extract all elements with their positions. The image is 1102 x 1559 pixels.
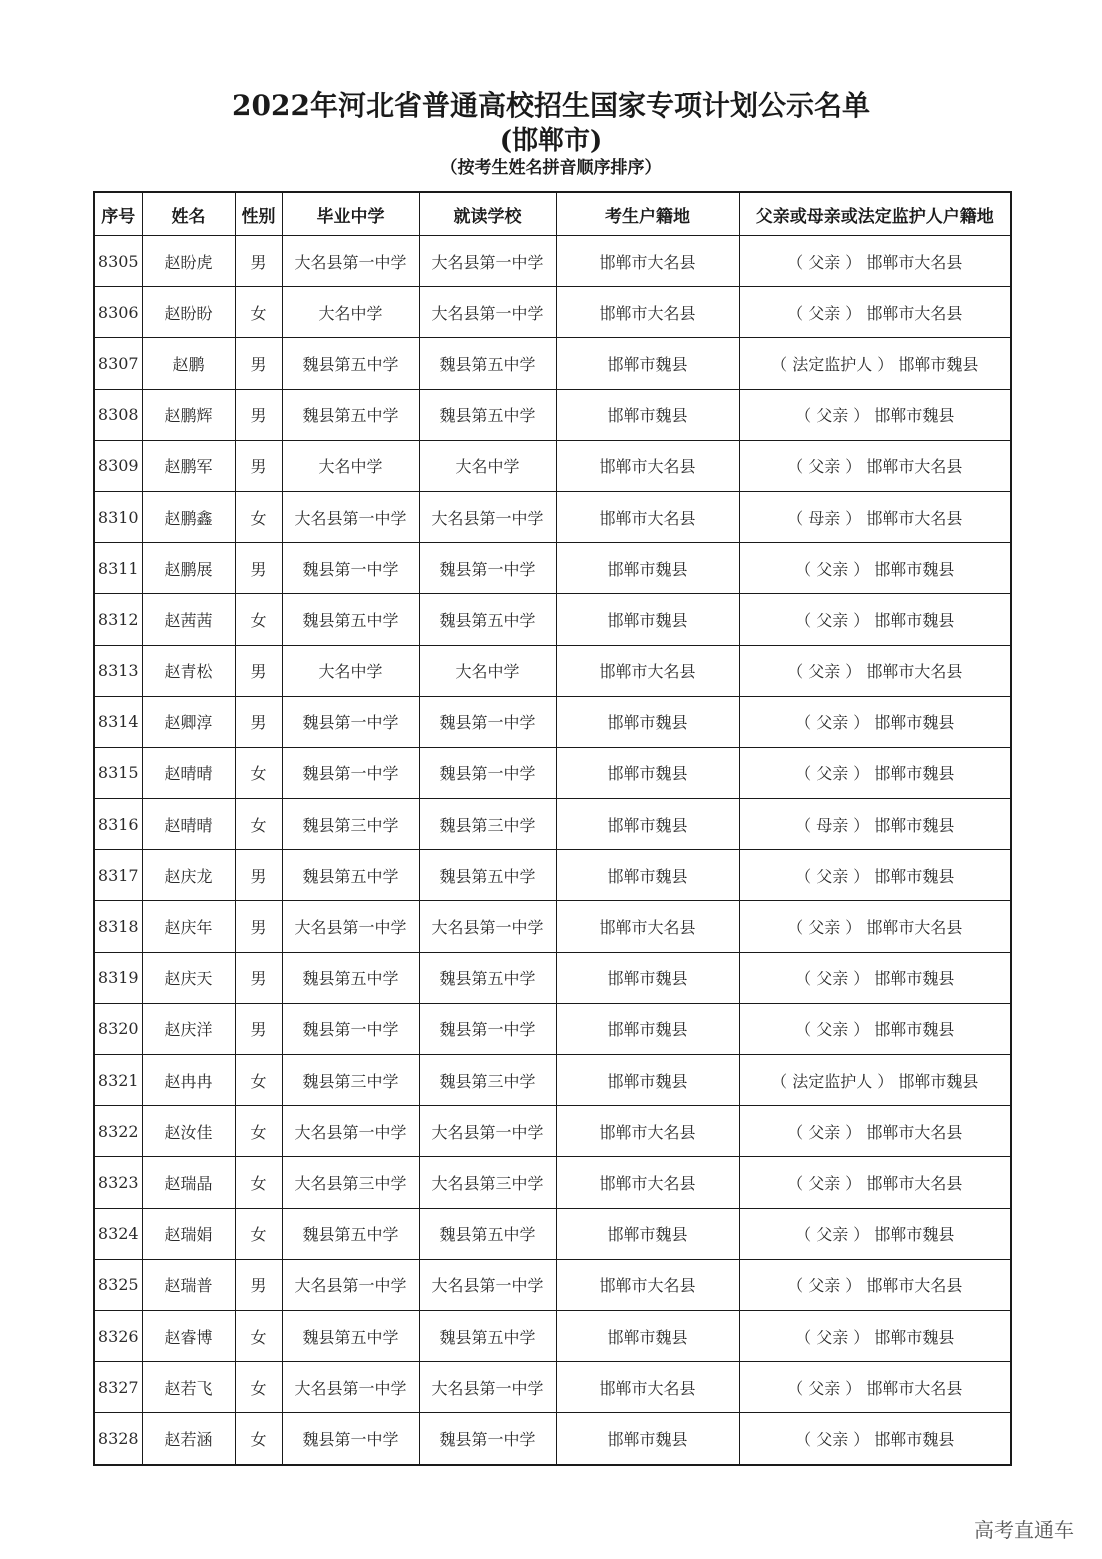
guardian-residence-cell: （ 父亲 ） 邯郸市大名县 [739,1106,1011,1157]
name-cell: 赵鹏展 [142,543,235,594]
graduated-school-cell: 大名县第一中学 [282,901,419,952]
current-school-cell: 大名县第一中学 [419,1362,556,1413]
current-school-cell: 魏县第一中学 [419,543,556,594]
guardian-residence-cell: （ 父亲 ） 邯郸市魏县 [739,1413,1011,1465]
current-school-cell: 魏县第五中学 [419,850,556,901]
guardian-residence-cell: （ 法定监护人 ） 邯郸市魏县 [739,338,1011,389]
current-school-cell: 魏县第一中学 [419,1003,556,1054]
guardian-residence-cell: （ 父亲 ） 邯郸市魏县 [739,389,1011,440]
student-residence-cell: 邯郸市大名县 [556,491,739,542]
table-row [94,491,1011,542]
student-residence-cell: 邯郸市魏县 [556,747,739,798]
gender-cell: 女 [235,1106,282,1157]
name-cell: 赵庆洋 [142,1003,235,1054]
document-title: 2022年河北省普通高校招生国家专项计划公示名单 [232,89,870,122]
graduated-school-cell: 大名县第一中学 [282,1362,419,1413]
name-cell: 赵晴晴 [142,799,235,850]
current-school-cell: 大名县第一中学 [419,901,556,952]
gender-cell: 女 [235,491,282,542]
current-school-cell: 大名中学 [419,645,556,696]
gender-cell: 女 [235,1055,282,1106]
gender-cell: 女 [235,1362,282,1413]
gender-cell: 女 [235,1413,282,1465]
table-header-row [94,192,1011,236]
table-row [94,338,1011,389]
graduated-school-cell: 魏县第五中学 [282,338,419,389]
serial-cell: 8315 [94,747,142,798]
table-row [94,747,1011,798]
guardian-residence-cell: （ 母亲 ） 邯郸市大名县 [739,491,1011,542]
column-header-current-school: 就读学校 [419,192,556,236]
graduated-school-cell: 魏县第一中学 [282,747,419,798]
name-cell: 赵盼虎 [142,236,235,287]
gender-cell: 女 [235,594,282,645]
name-cell: 赵青松 [142,645,235,696]
current-school-cell: 魏县第五中学 [419,952,556,1003]
gender-cell: 男 [235,1259,282,1310]
student-residence-cell: 邯郸市魏县 [556,850,739,901]
name-cell: 赵盼盼 [142,287,235,338]
serial-cell: 8328 [94,1413,142,1465]
table-row [94,1003,1011,1054]
student-residence-cell: 邯郸市魏县 [556,389,739,440]
guardian-residence-cell: （ 母亲 ） 邯郸市魏县 [739,799,1011,850]
name-cell: 赵晴晴 [142,747,235,798]
guardian-residence-cell: （ 父亲 ） 邯郸市魏县 [739,952,1011,1003]
student-residence-cell: 邯郸市大名县 [556,1259,739,1310]
gender-cell: 男 [235,952,282,1003]
graduated-school-cell: 魏县第五中学 [282,594,419,645]
document-subtitle: (邯郸市) [499,126,603,156]
table-row [94,1362,1011,1413]
current-school-cell: 大名县第一中学 [419,491,556,542]
table-row [94,1413,1011,1465]
gender-cell: 女 [235,1157,282,1208]
table-row [94,1208,1011,1259]
student-residence-cell: 邯郸市魏县 [556,543,739,594]
graduated-school-cell: 魏县第五中学 [282,389,419,440]
current-school-cell: 大名县第一中学 [419,1106,556,1157]
name-cell: 赵庆天 [142,952,235,1003]
table-row [94,952,1011,1003]
gender-cell: 男 [235,901,282,952]
guardian-residence-cell: （ 父亲 ） 邯郸市大名县 [739,236,1011,287]
graduated-school-cell: 大名中学 [282,440,419,491]
serial-cell: 8318 [94,901,142,952]
gender-cell: 女 [235,287,282,338]
guardian-residence-cell: （ 父亲 ） 邯郸市魏县 [739,850,1011,901]
student-residence-cell: 邯郸市大名县 [556,645,739,696]
graduated-school-cell: 魏县第一中学 [282,543,419,594]
name-cell: 赵庆年 [142,901,235,952]
student-residence-cell: 邯郸市大名县 [556,287,739,338]
name-cell: 赵冉冉 [142,1055,235,1106]
graduated-school-cell: 魏县第五中学 [282,952,419,1003]
gender-cell: 男 [235,696,282,747]
column-header-guardian-residence: 父亲或母亲或法定监护人户籍地 [739,192,1011,236]
serial-cell: 8316 [94,799,142,850]
name-cell: 赵若飞 [142,1362,235,1413]
current-school-cell: 魏县第五中学 [419,389,556,440]
student-residence-cell: 邯郸市魏县 [556,594,739,645]
column-header-name: 姓名 [142,192,235,236]
student-residence-cell: 邯郸市大名县 [556,1106,739,1157]
table-row [94,1157,1011,1208]
current-school-cell: 大名县第一中学 [419,287,556,338]
gender-cell: 男 [235,338,282,389]
gender-cell: 女 [235,1310,282,1361]
graduated-school-cell: 魏县第五中学 [282,850,419,901]
student-residence-cell: 邯郸市大名县 [556,1362,739,1413]
gender-cell: 男 [235,543,282,594]
serial-cell: 8308 [94,389,142,440]
table-row [94,440,1011,491]
guardian-residence-cell: （ 父亲 ） 邯郸市大名县 [739,645,1011,696]
guardian-residence-cell: （ 父亲 ） 邯郸市大名县 [739,1259,1011,1310]
serial-cell: 8321 [94,1055,142,1106]
column-header-serial: 序号 [94,192,142,236]
name-cell: 赵若涵 [142,1413,235,1465]
graduated-school-cell: 大名县第一中学 [282,236,419,287]
serial-cell: 8306 [94,287,142,338]
column-header-gender: 性别 [235,192,282,236]
table-row [94,799,1011,850]
graduated-school-cell: 大名中学 [282,645,419,696]
table-row [94,543,1011,594]
table-row [94,645,1011,696]
current-school-cell: 大名县第一中学 [419,1259,556,1310]
table-row [94,389,1011,440]
watermark-text: 高考直通车 [974,1518,1074,1542]
guardian-residence-cell: （ 父亲 ） 邯郸市魏县 [739,696,1011,747]
guardian-residence-cell: （ 父亲 ） 邯郸市大名县 [739,1362,1011,1413]
guardian-residence-cell: （ 父亲 ） 邯郸市魏县 [739,747,1011,798]
name-cell: 赵睿博 [142,1310,235,1361]
column-header-student-residence: 考生户籍地 [556,192,739,236]
student-residence-cell: 邯郸市魏县 [556,1055,739,1106]
graduated-school-cell: 魏县第五中学 [282,1208,419,1259]
serial-cell: 8305 [94,236,142,287]
name-cell: 赵鹏 [142,338,235,389]
serial-cell: 8311 [94,543,142,594]
student-residence-cell: 邯郸市大名县 [556,440,739,491]
gender-cell: 男 [235,389,282,440]
graduated-school-cell: 魏县第一中学 [282,696,419,747]
student-residence-cell: 邯郸市魏县 [556,1310,739,1361]
current-school-cell: 魏县第三中学 [419,799,556,850]
table-row [94,696,1011,747]
student-residence-cell: 邯郸市魏县 [556,1208,739,1259]
sort-note: （按考生姓名拼音顺序排序） [440,158,662,178]
graduated-school-cell: 大名县第一中学 [282,1259,419,1310]
table-row [94,594,1011,645]
table-row [94,901,1011,952]
table-row [94,1259,1011,1310]
graduated-school-cell: 大名县第一中学 [282,491,419,542]
roster-table [93,191,1012,1466]
serial-cell: 8323 [94,1157,142,1208]
guardian-residence-cell: （ 父亲 ） 邯郸市大名县 [739,287,1011,338]
name-cell: 赵茜茜 [142,594,235,645]
table-row [94,1055,1011,1106]
serial-cell: 8309 [94,440,142,491]
current-school-cell: 魏县第一中学 [419,1413,556,1465]
guardian-residence-cell: （ 父亲 ） 邯郸市魏县 [739,1310,1011,1361]
serial-cell: 8310 [94,491,142,542]
table-row [94,1310,1011,1361]
graduated-school-cell: 魏县第三中学 [282,799,419,850]
graduated-school-cell: 魏县第三中学 [282,1055,419,1106]
gender-cell: 男 [235,645,282,696]
name-cell: 赵鹏军 [142,440,235,491]
student-residence-cell: 邯郸市大名县 [556,1157,739,1208]
current-school-cell: 大名中学 [419,440,556,491]
serial-cell: 8307 [94,338,142,389]
guardian-residence-cell: （ 父亲 ） 邯郸市大名县 [739,901,1011,952]
gender-cell: 男 [235,440,282,491]
column-header-graduated-school: 毕业中学 [282,192,419,236]
gender-cell: 男 [235,236,282,287]
graduated-school-cell: 魏县第一中学 [282,1003,419,1054]
roster-body [94,236,1011,1465]
serial-cell: 8319 [94,952,142,1003]
name-cell: 赵瑞娟 [142,1208,235,1259]
current-school-cell: 魏县第五中学 [419,594,556,645]
current-school-cell: 魏县第三中学 [419,1055,556,1106]
current-school-cell: 魏县第五中学 [419,1310,556,1361]
student-residence-cell: 邯郸市魏县 [556,338,739,389]
gender-cell: 男 [235,1003,282,1054]
guardian-residence-cell: （ 父亲 ） 邯郸市魏县 [739,1208,1011,1259]
name-cell: 赵瑞晶 [142,1157,235,1208]
serial-cell: 8325 [94,1259,142,1310]
graduated-school-cell: 大名县第一中学 [282,1106,419,1157]
student-residence-cell: 邯郸市魏县 [556,952,739,1003]
guardian-residence-cell: （ 父亲 ） 邯郸市魏县 [739,1003,1011,1054]
serial-cell: 8326 [94,1310,142,1361]
current-school-cell: 魏县第五中学 [419,1208,556,1259]
graduated-school-cell: 大名中学 [282,287,419,338]
table-row [94,850,1011,901]
serial-cell: 8324 [94,1208,142,1259]
guardian-residence-cell: （ 父亲 ） 邯郸市魏县 [739,543,1011,594]
serial-cell: 8327 [94,1362,142,1413]
current-school-cell: 大名县第三中学 [419,1157,556,1208]
name-cell: 赵鹏鑫 [142,491,235,542]
current-school-cell: 大名县第一中学 [419,236,556,287]
serial-cell: 8314 [94,696,142,747]
student-residence-cell: 邯郸市大名县 [556,901,739,952]
student-residence-cell: 邯郸市魏县 [556,1003,739,1054]
current-school-cell: 魏县第一中学 [419,696,556,747]
guardian-residence-cell: （ 父亲 ） 邯郸市魏县 [739,594,1011,645]
gender-cell: 女 [235,799,282,850]
gender-cell: 男 [235,850,282,901]
name-cell: 赵鹏辉 [142,389,235,440]
student-residence-cell: 邯郸市魏县 [556,799,739,850]
student-residence-cell: 邯郸市大名县 [556,236,739,287]
table-row [94,287,1011,338]
guardian-residence-cell: （ 父亲 ） 邯郸市大名县 [739,1157,1011,1208]
current-school-cell: 魏县第五中学 [419,338,556,389]
gender-cell: 女 [235,1208,282,1259]
table-row [94,236,1011,287]
serial-cell: 8320 [94,1003,142,1054]
student-residence-cell: 邯郸市魏县 [556,1413,739,1465]
serial-cell: 8322 [94,1106,142,1157]
serial-cell: 8312 [94,594,142,645]
guardian-residence-cell: （ 父亲 ） 邯郸市大名县 [739,440,1011,491]
table-row [94,1106,1011,1157]
graduated-school-cell: 魏县第五中学 [282,1310,419,1361]
serial-cell: 8313 [94,645,142,696]
name-cell: 赵汝佳 [142,1106,235,1157]
student-residence-cell: 邯郸市魏县 [556,696,739,747]
graduated-school-cell: 魏县第一中学 [282,1413,419,1465]
name-cell: 赵瑞普 [142,1259,235,1310]
name-cell: 赵卿淳 [142,696,235,747]
graduated-school-cell: 大名县第三中学 [282,1157,419,1208]
serial-cell: 8317 [94,850,142,901]
name-cell: 赵庆龙 [142,850,235,901]
guardian-residence-cell: （ 法定监护人 ） 邯郸市魏县 [739,1055,1011,1106]
current-school-cell: 魏县第一中学 [419,747,556,798]
gender-cell: 女 [235,747,282,798]
